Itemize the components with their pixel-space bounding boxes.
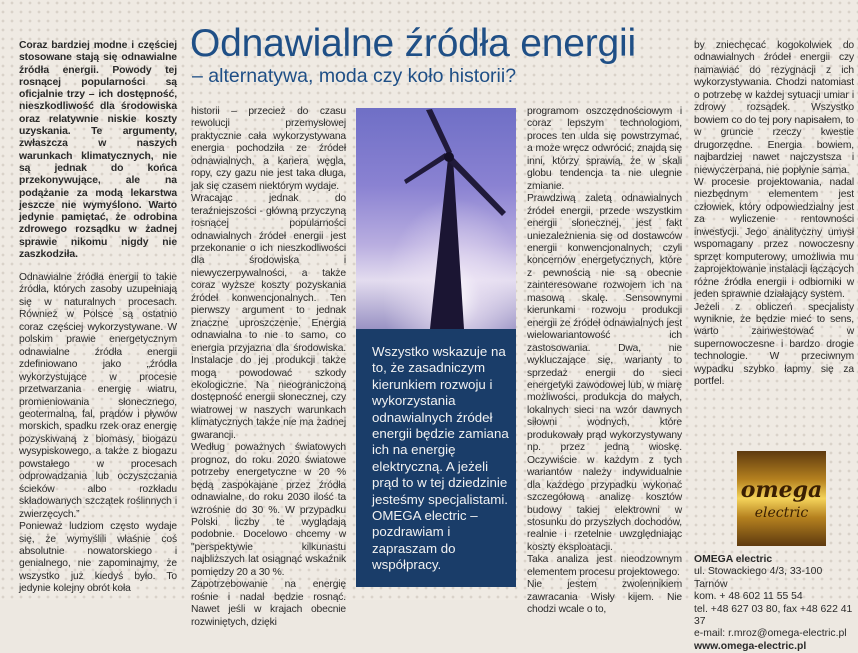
column-1 — [19, 272, 177, 595]
column-4-paragraph: Jeżeli z obliczeń specjalisty wyniknie, że będzie mieć to sens, warto zainwestować w supernowoczesne i bardzo drogie technologie. W przeciwnym wypadku szybko łapmy się za portfel. — [694, 301, 854, 388]
column-2-paragraph: Według poważnych światowych prognoz, do roku 2020 światowe potrzeby energetyczne w 20 % będą zaspokajane przez źródła odnawialne, do roku 2030 ilość ta wzrośnie do 30 %. W przypadku Polski liczby te wyglądają podobnie. Docelowo chcemy w "perspektywie kilkunastu najbliższych lat osiągnąć wskaźnik pomiędzy 20 a 30 %. — [191, 442, 346, 578]
email-address[interactable]: e-mail: r.mroz@omega-electric.pl — [694, 628, 847, 640]
column-1-paragraph: Ponieważ ludziom często wydaje się, że wymyślili właśnie coś absolutnie nowatorskiego i genialnego, nie zapominajmy, że wszystko już kiedyś było. To jedynie kolejny obrót koła — [19, 521, 177, 595]
column-3-paragraph: Prawdziwą zaletą odnawialnych źródeł energii, przede wszystkim energii słonecznej, jest fakt uniezależnienia się od dostawców energii konwencjonalnych, czyli koncernów energetycznych, które z pewnością nie są obecnie zainteresowane rozwojem ich na masową skalę. Sensownymi kierunkami rozwoju produkcji energii ze źródeł odnawialnych jest wielowariantowość ich zastosowania. Dwa, nie wykluczające się, warianty to sprzedaż energii do sieci energetyki zawodowej lub, w miarę możliwości, produkcja do małych, lokalnych sieci na wzór dawnych siłowni wodnych, które produkowały prąd wykorzystywany np. przez jedną wioskę. Oczywiście w każdym z tych wariantów należy indywidualnie dla każdego przypadku wykonać szczegółową analizę kosztów budowy takiej elektrowni w stosunku do przyszłych dochodów, realnie i rzetelnie uwzględniając koszty eksploatacji. — [527, 193, 682, 553]
column-1-paragraph: Odnawialne źródła energii to takie źródła, których zasoby uzupełniają się w naturalnych procesach. Również w Polsce są ostatnio coraz częściej wykorzystywane. W polskim prawie energetycznym odnawialne źródła energii zdefiniowano jako „źródła wykorzystujące w procesie przetwarzania energię wiatru, promieniowania słonecznego, geotermalną, fal, prądów i pływów morskich, spadku rzek oraz energię pozyskiwaną z biomasy, biogazu wysypiskowego, a także z biogazu powstałego w procesach odprowadzania lub oczyszczania ścieków albo rozkładu składowanych szczątek roślinnych i zwierzęcych.” — [19, 272, 177, 520]
column-4-paragraph: by zniechęcać kogokolwiek do odnawialnych źródeł energii czy namawiać do rezygnacji z ich wykorzystywania. Chodzi natomiast o potrzebę w każdej sytuacji umiar i zdrowy rozsądek. Wszystko bowiem co do tej pory napisałem, to w gruncie rzeczy kwestie drugorzędne. Energia bowiem, najbardziej nawet najczystsza i niewyczerpana, nie popłynie sama. — [694, 40, 854, 176]
phone-fax: tel. +48 627 03 80, fax +48 622 41 37 — [694, 603, 853, 628]
article-title: Odnawialne źródła energii — [190, 22, 636, 65]
lead-paragraph: Coraz bardziej modne i częściej stosowane stają się odnawialne źródła energii. Powody tej rosnącej popularności są oficjalnie trzy – ich dostępność, nieszkodliwość dla środowiska oraz relatywnie niskie koszty uzyskania. Te argumenty, zwłaszcza w naszych warunkach klimatycznych, nie są jednak do końca przekonywujące, ale na podążanie za modą lekarstwa jeszcze nie wymyślono. Warto jedynie pamiętać, że odrobina zdrowego rozsądku w żadnej sprawie nikomu nigdy nie zaszkodziła. — [19, 40, 177, 261]
company-name: OMEGA electric — [694, 554, 773, 565]
column-3-paragraph: programom oszczędnościowym i coraz lepszym technologiom, proces ten ulda się powstrzymać, a może wręcz odwrócić, znajdą się inni, którzy sprawią, że w skali globu tendencja ta nie ulegnie zmianie. — [527, 106, 682, 192]
website-link[interactable]: www.omega-electric.pl — [694, 640, 807, 652]
column-4 — [694, 40, 854, 388]
logo-subtitle: electric — [754, 505, 809, 521]
column-3-paragraph: Taka analiza jest nieodzownym elementem procesu projektowego. — [527, 554, 682, 578]
mobile-number: kom. + 48 602 11 55 54 — [694, 591, 803, 603]
column-2 — [191, 106, 346, 628]
address: ul. Stowackiego 4/3, 33-100 Tarnów — [694, 566, 823, 590]
column-2-paragraph: Zapotrzebowanie na energię rośnie i nadal będzie rosnąć. Nawet jeśli w krajach obecnie rozwiniętych, dzięki — [191, 579, 346, 628]
logo-name: omega — [740, 477, 823, 503]
pull-quote-text: Wszystko wskazuje na to, że zasadniczym kierunkiem rozwoju i wykorzystania odnawialnych źródeł energii będzie zamiana ich na energię elektryczną. A jeżeli prąd to w tej dziedzinie jesteśmy specjalistami. OMEGA electric – pozdrawiam i zapraszam do współpracy. — [372, 344, 509, 573]
article-subtitle: – alternatywa, moda czy koło historii? — [192, 65, 517, 87]
column-3-paragraph: Nie jestem zwolennikiem zawracania Wisły kijem. Nie chodzi wcale o to, — [527, 579, 682, 616]
column-4-paragraph: W procesie projektowania, nadal niezbędnym elementem jest człowiek, który odpowiedzialny jest za wyliczenie rentowności inwestycji. Jego analityczny umysł wspomagany przez nowoczesny sprzęt komputerowy, umożliwia mu zaprojektowanie instalacji łączących różne źródła energii i odbiorniki w jeden sprawnie działający system. — [694, 176, 854, 301]
column-3 — [527, 106, 682, 616]
column-2-paragraph: Wracając jednak do teraźniejszości - główną przyczyną rosnącej popularności odnawialnych źródeł energii jest przekonanie o ich nieszkodliwości dla środowiska i niewyczerpywalności, a także coraz wyższe koszty pozyskania źródeł konwencjonalnych. Ten pierwszy argument to jednak znaczne uproszczenie. Energia odnawialna to nie to samo, co energia przyjazna dla środowiska. Instalacje do jej produkcji także mogą powodować szkody ekologiczne. Na nieograniczoną dostępność energii słonecznej, czy wiatrowej w naszych warunkach klimatycznych także nie ma żadnej gwarancji. — [191, 193, 346, 441]
wind-turbine-icon — [356, 108, 516, 329]
column-2-paragraph: historii – przecież do czasu rewolucji przemysłowej praktycznie cała wykorzystywana energia pochodziła ze źródeł odnawialnych, a kariera węgla, ropy, czy gazu nie jest taka długa, jak się czasem niektórym wydaje. — [191, 106, 346, 192]
contact-block — [694, 554, 856, 653]
omega-logo — [737, 451, 826, 546]
wind-turbine-photo — [356, 108, 516, 329]
